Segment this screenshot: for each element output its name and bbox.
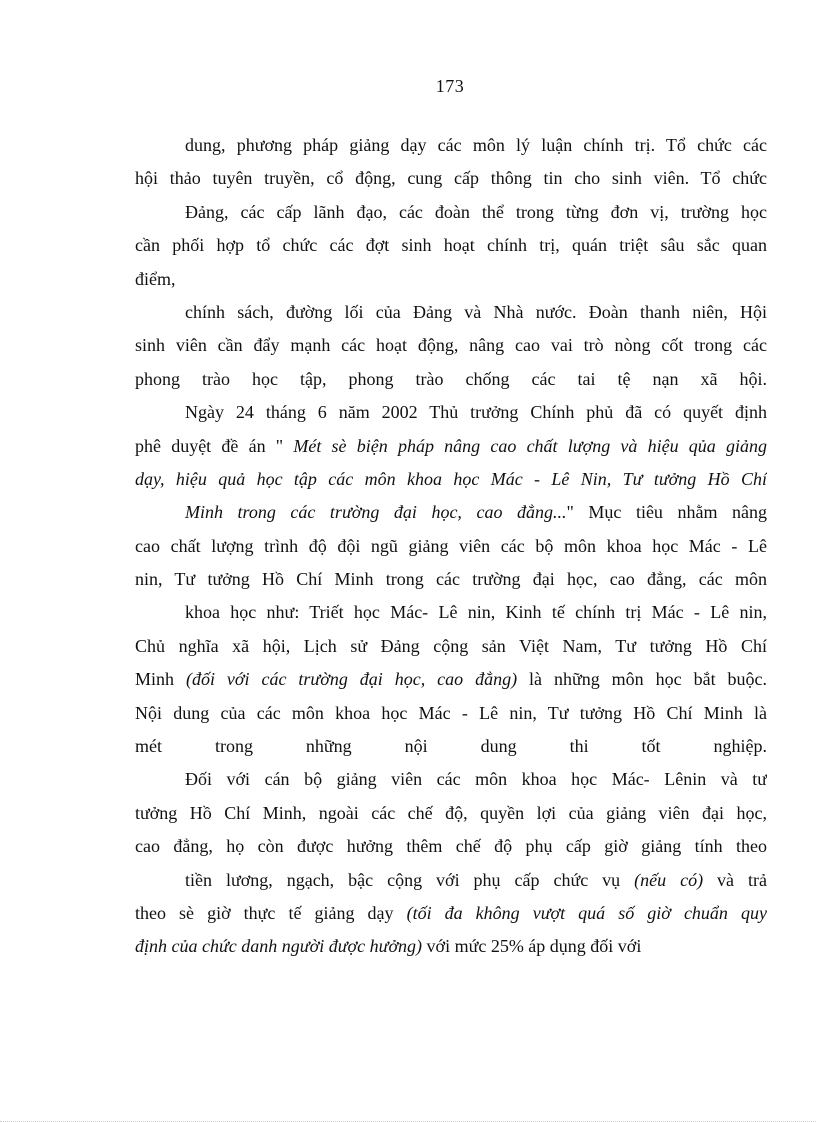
text-segment: Ngày 24 tháng 6 năm 2002 Thủ trưởng Chính phủ đã có quyết định (185, 402, 767, 423)
italic-text-segment: (nếu có) (634, 869, 704, 890)
italic-text-segment: Minh trong các trường đại học, cao đẳng... (185, 502, 567, 523)
text-segment: nin, Tư tưởng Hồ Chí Minh trong các trường đại học, cao đẳng, các môn (135, 569, 767, 590)
text-segment: dung, phương pháp giảng dạy các môn lý luận chính trị. Tổ chức các (185, 135, 767, 155)
text-segment: khoa học như: Triết học Mác- Lê nin, Kinh tế chính trị Mác - Lê nin, (185, 602, 767, 623)
text-line (135, 697, 767, 730)
text-line (135, 396, 767, 429)
text-line (135, 196, 767, 229)
text-line (135, 930, 767, 963)
text-line (135, 530, 767, 563)
text-segment: và trả (703, 869, 767, 890)
italic-text-segment: (đối với các trường đại học, cao đẳng) (185, 669, 518, 690)
text-line (135, 830, 767, 863)
text-segment: chính sách, đường lối của Đảng và Nhà nước. Đoàn thanh niên, Hội (185, 301, 767, 322)
text-line (135, 430, 767, 463)
text-segment: điểm, (135, 268, 176, 289)
text-segment: cần phối hợp tổ chức các đợt sinh hoạt chính trị, quán triệt sâu sắc quan (135, 235, 767, 256)
text-line (135, 463, 767, 496)
text-line (135, 496, 767, 529)
text-line (135, 263, 767, 296)
text-segment: cao chất lượng trình độ đội ngũ giảng viên các bộ môn khoa học Mác - Lê (135, 535, 767, 556)
italic-text-segment: định của chức danh người được hưởng) (135, 936, 423, 957)
text-segment: Đối với cán bộ giảng viên các môn khoa học Mác- Lênin và tư (185, 769, 767, 790)
text-segment: Minh (135, 669, 186, 690)
text-segment: phong trào học tập, phong trào chống các tai tệ nạn xã hội. (135, 368, 767, 389)
text-segment: tiền lương, ngạch, bậc cộng với phụ cấp chức vụ (185, 869, 635, 890)
text-line (135, 162, 767, 195)
text-line (135, 797, 767, 830)
text-segment: hội thảo tuyên truyền, cổ động, cung cấp thông tin cho sinh viên. Tổ chức (135, 168, 767, 189)
text-segment: tưởng Hồ Chí Minh, ngoài các chế độ, quyền lợi của giảng viên đại học, (135, 802, 767, 823)
text-segment: Đảng, các cấp lãnh đạo, các đoàn thể trong từng đơn vị, trường học (185, 201, 767, 222)
text-line (135, 630, 767, 663)
text-line (135, 563, 767, 596)
text-segment: phê duyệt đề án " (135, 435, 294, 456)
text-line (135, 897, 767, 930)
text-segment: với mức 25% áp dụng đối với (422, 936, 642, 957)
text-segment: Chủ nghĩa xã hội, Lịch sử Đảng cộng sản Việt Nam, Tư tưởng Hồ Chí (135, 635, 767, 656)
text-line (135, 763, 767, 796)
text-line (135, 296, 767, 329)
text-line (135, 363, 767, 396)
document-body (135, 129, 767, 964)
page-number: 173 (435, 76, 465, 96)
text-line (135, 329, 767, 362)
text-line (135, 663, 767, 696)
text-line (135, 129, 767, 162)
text-segment: " Mục tiêu nhằm nâng (566, 502, 767, 523)
text-segment: là những môn học bắt buộc. (517, 669, 767, 690)
text-segment: sinh viên cần đẩy mạnh các hoạt động, nâng cao vai trò nòng cốt trong các (135, 335, 767, 356)
italic-text-segment: dạy, hiệu quả học tập các môn khoa học Mác - Lê Nin, Tư tưởng Hồ Chí (135, 468, 767, 489)
text-segment: mét trong những nội dung thi tốt nghiệp. (135, 736, 767, 757)
text-segment: cao đẳng, họ còn được hưởng thêm chế độ phụ cấp giờ giảng tính theo (135, 836, 767, 857)
page-bottom-rule (0, 1121, 816, 1122)
text-segment: Nội dung của các môn khoa học Mác - Lê nin, Tư tưởng Hồ Chí Minh là (135, 702, 767, 723)
italic-text-segment: (tối đa không vượt quá số giờ chuẩn quy (406, 902, 767, 923)
text-line (135, 596, 767, 629)
text-segment: theo sè giờ thực tế giảng dạy (135, 902, 407, 923)
italic-text-segment: Mét sè biện pháp nâng cao chất lượng và hiệu qủa giảng (293, 435, 767, 456)
text-line (135, 229, 767, 262)
text-line (135, 730, 767, 763)
text-line (135, 864, 767, 897)
